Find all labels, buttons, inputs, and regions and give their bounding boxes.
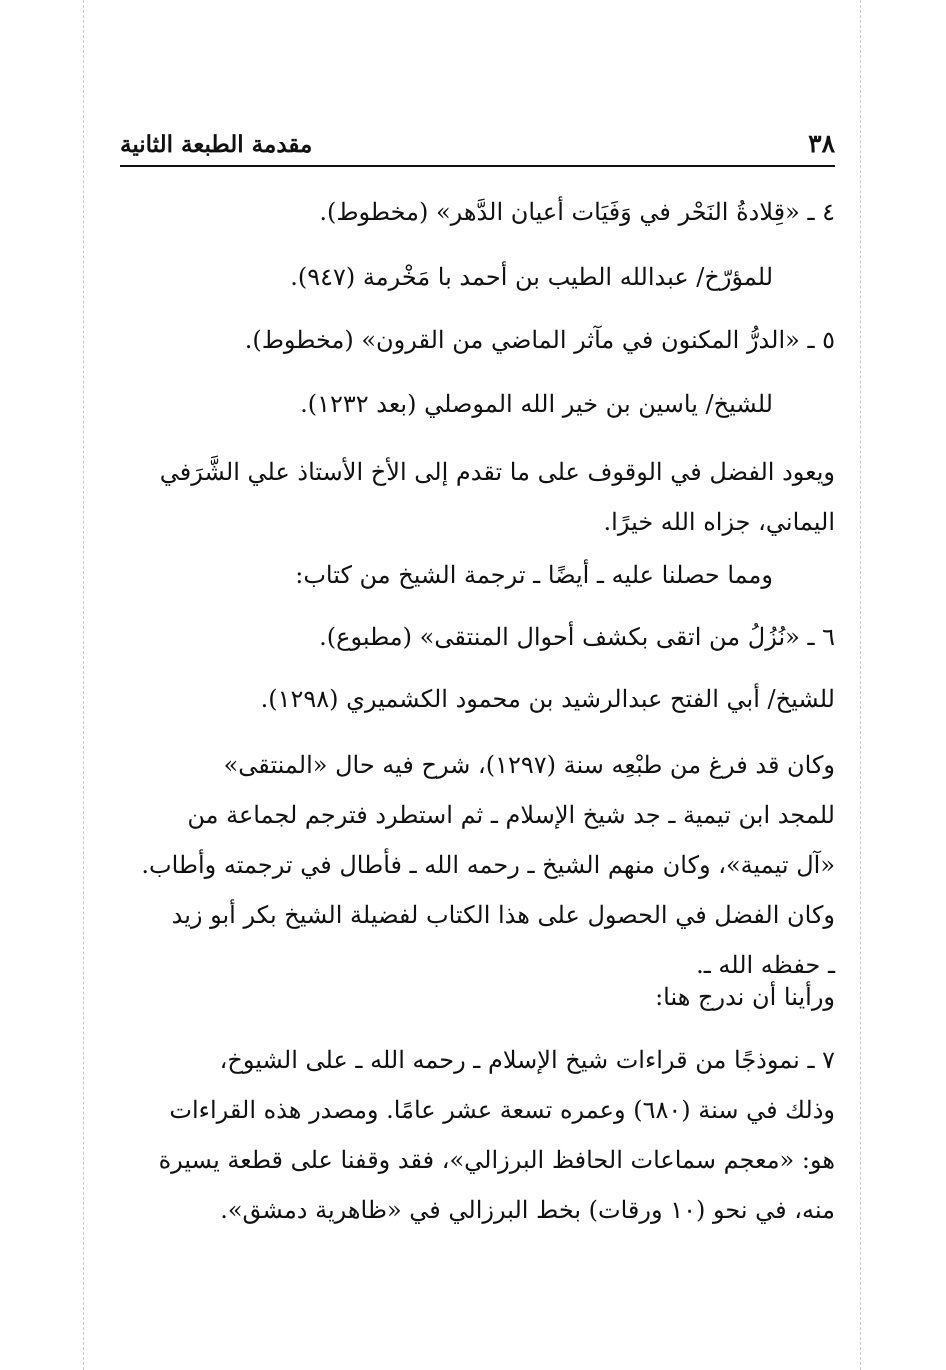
acknowledgement-line-2: اليماني، جزاه الله خيرًا. bbox=[603, 508, 835, 536]
entry-5-author: للشيخ/ ياسين بن خير الله الموصلي (بعد ١٢٣٢). bbox=[300, 390, 773, 418]
readings-line-2: وذلك في سنة (٦٨٠) وعمره تسعة عشر عامًا. ومصدر هذه القراءات bbox=[169, 1096, 835, 1124]
scan-guide-line bbox=[860, 0, 861, 1370]
entry-4-title: ٤ ـ «قِلادةُ النَحْر في وَفَيَات أعيان الدَّهر» (مخطوط). bbox=[319, 198, 835, 226]
muntaqa-line-1: وكان قد فرغ من طبْعِه سنة (١٢٩٧)، شرح فيه حال «المنتقى» bbox=[223, 751, 835, 779]
entry-5-title: ٥ ـ «الدرُّ المكنون في مآثر الماضي من القرون» (مخطوط). bbox=[244, 326, 835, 354]
acknowledgement-line-1: ويعود الفضل في الوقوف على ما تقدم إلى الأخ الأستاذ علي الشَّرَفي bbox=[159, 458, 835, 486]
readings-line-3: هو: «معجم سماعات الحافظ البرزالي»، فقد وقفنا على قطعة يسيرة bbox=[158, 1146, 835, 1174]
entry-4-author: للمؤرّخ/ عبدالله الطيب بن أحمد با مَخْرمة (٩٤٧). bbox=[290, 263, 773, 291]
entry-6-title: ٦ ـ «نُزُلُ من اتقى بكشف أحوال المنتقى» (مطبوع). bbox=[319, 623, 835, 651]
muntaqa-paragraph bbox=[120, 740, 835, 990]
muntaqa-line-4: وكان الفضل في الحصول على هذا الكتاب لفضيلة الشيخ بكر أبو زيد bbox=[171, 901, 835, 929]
intro-printed-source: ومما حصلنا عليه ـ أيضًا ـ ترجمة الشيخ من كتاب: bbox=[295, 561, 773, 589]
entry-6-author: للشيخ/ أبي الفتح عبدالرشيد بن محمود الكشميري (١٢٩٨). bbox=[260, 685, 835, 713]
readings-line-4: منه، في نحو (١٠ ورقات) بخط البرزالي في «ظاهرية دمشق». bbox=[220, 1196, 835, 1224]
scan-guide-line bbox=[83, 0, 84, 1370]
muntaqa-line-5: ـ حفظه الله ـ. bbox=[696, 951, 835, 979]
book-page bbox=[120, 125, 835, 1224]
muntaqa-line-2: للمجد ابن تيمية ـ جد شيخ الإسلام ـ ثم استطرد فترجم لجماعة من bbox=[187, 801, 835, 829]
running-title: مقدمة الطبعة الثانية bbox=[120, 131, 313, 158]
readings-paragraph bbox=[120, 1035, 835, 1235]
intro-readings: ورأينا أن ندرج هنا: bbox=[655, 983, 835, 1011]
page-header bbox=[120, 125, 835, 167]
readings-line-1: ٧ ـ نموذجًا من قراءات شيخ الإسلام ـ رحمه الله ـ على الشيوخ، bbox=[219, 1046, 835, 1074]
page-number: ٣٨ bbox=[808, 129, 835, 158]
acknowledgement-paragraph bbox=[120, 447, 835, 547]
muntaqa-line-3: «آل تيمية»، وكان منهم الشيخ ـ رحمه الله ـ فأطال في ترجمته وأطاب. bbox=[141, 851, 835, 879]
